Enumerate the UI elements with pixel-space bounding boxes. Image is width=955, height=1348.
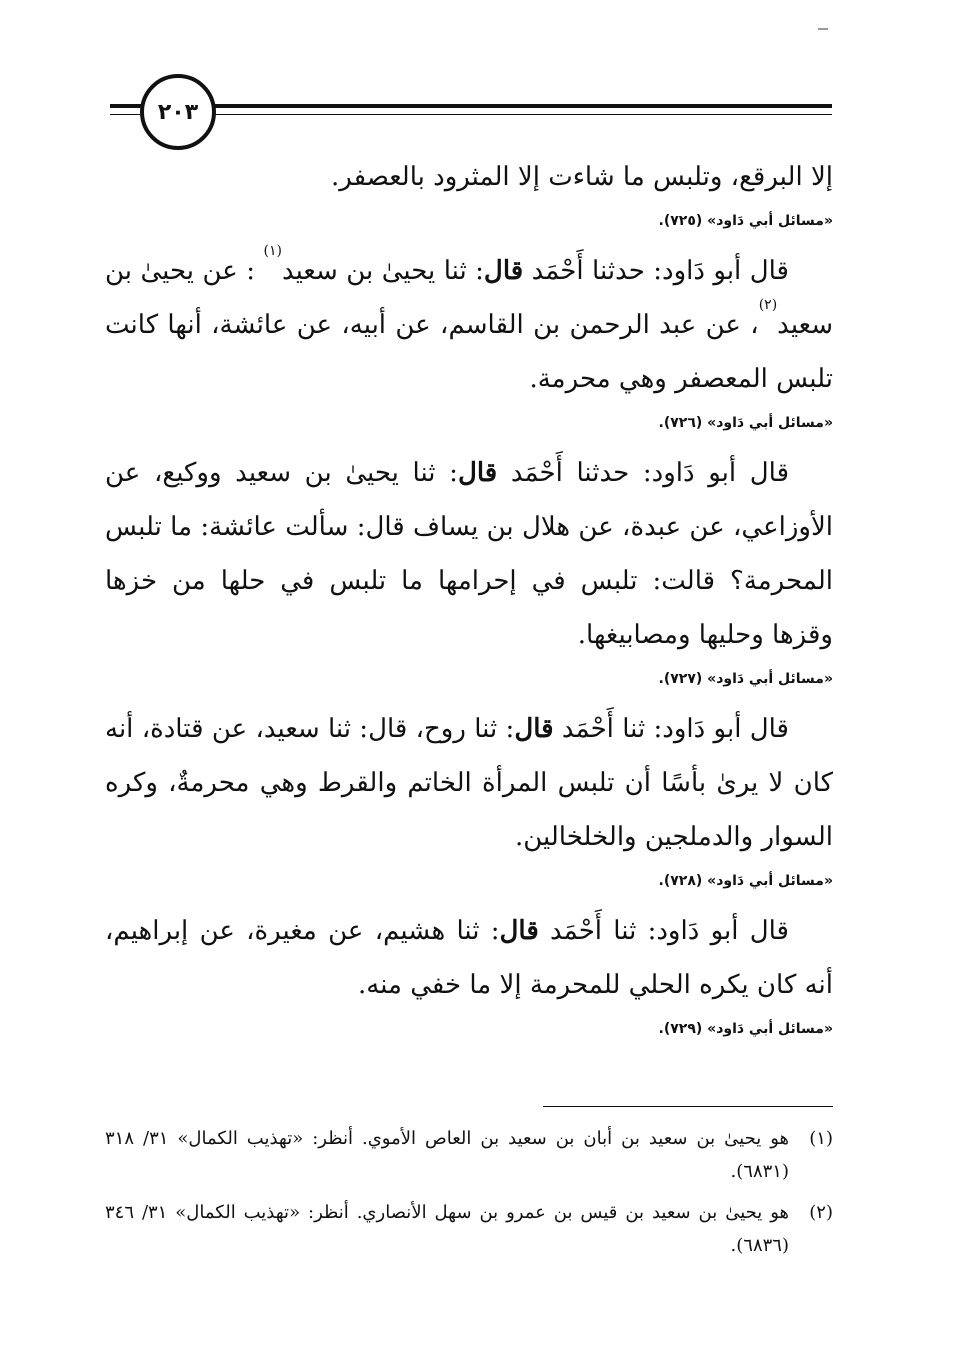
paragraph-text: ، عن عبد الرحمن بن القاسم، عن أبيه، عن عائشة، أنها كانت تلبس المعصفر وهي محرمة. [105, 310, 833, 394]
footnote-divider [543, 1106, 833, 1107]
paragraph [105, 244, 833, 406]
page-number: ٢٠٣ [157, 99, 199, 125]
main-text [105, 150, 833, 1052]
paragraph-text: : ثنا يحيىٰ بن سعيد [281, 256, 484, 286]
paragraph-text: : عن يحيىٰ بن سعيد [105, 256, 833, 340]
paragraph-text: إلا البرقع، وتلبس ما شاءت إلا المثرود بالعصفر. [330, 162, 833, 192]
page-number-badge [140, 74, 216, 150]
source-citation: «مسائل أبي دَاود» (٧٢٦). [658, 415, 833, 431]
source-citation: «مسائل أبي دَاود» (٧٢٥). [658, 213, 833, 229]
source-citation: «مسائل أبي دَاود» (٧٢٨). [658, 873, 833, 889]
source-citation: «مسائل أبي دَاود» (٧٢٧). [658, 671, 833, 687]
header-rule [110, 104, 832, 108]
bold-keyword: قال [483, 256, 524, 286]
header-rule-thin [110, 114, 832, 115]
paragraph-text: قال أبو دَاود: ثنا أَحْمَد [553, 714, 789, 744]
footnote-number: (٢) [809, 1202, 833, 1223]
paragraph-text: : ثنا يحيىٰ بن سعيد ووكيع، عن الأوزاعي، عن عبدة، عن هلال بن يساف قال: سألت عائشة: ما تلبس المحرمة؟ قالت: تلبس في إحرامها ما تلبس في حلها من خزها وقزها وحليها ومصابيغها. [105, 458, 833, 650]
footnote-text: هو يحيىٰ بن سعيد بن أبان بن سعيد بن العاص الأموي. أنظر: «تهذيب الكمال» ٣١/ ٣١٨ (٦٨٣١). [105, 1128, 790, 1182]
footnote [105, 1196, 833, 1262]
paragraph [105, 702, 833, 864]
paragraph [105, 904, 833, 1012]
paragraph [105, 150, 833, 204]
footnote-ref[interactable]: (١) [263, 243, 282, 259]
paragraph-text: قال أبو دَاود: حدثنا أَحْمَد [497, 458, 789, 488]
footnote-number: (١) [809, 1128, 833, 1149]
bold-keyword: قال [499, 916, 539, 946]
footnotes [105, 1122, 833, 1270]
paragraph-text: قال أبو دَاود: ثنا أَحْمَد [538, 916, 789, 946]
footnote-ref[interactable]: (٢) [758, 297, 778, 313]
bold-keyword: قال [457, 458, 498, 488]
corner-mark [818, 28, 828, 30]
paragraph-text: قال أبو دَاود: حدثنا أَحْمَد [523, 256, 789, 286]
paragraph-text: : ثنا هشيم، عن مغيرة، عن إبراهيم، أنه كان يكره الحلي للمحرمة إلا ما خفي منه. [105, 916, 833, 1000]
paragraph-text: : ثنا روح، قال: ثنا سعيد، عن قتادة، أنه كان لا يرىٰ بأسًا أن تلبس المرأة الخاتم والقرط وهي محرمةٌ، وكره السوار والدملجين والخلخالين. [105, 714, 833, 852]
bold-keyword: قال [514, 714, 554, 744]
source-citation: «مسائل أبي دَاود» (٧٢٩). [658, 1021, 833, 1037]
footnote-text: هو يحيىٰ بن سعيد بن قيس بن عمرو بن سهل الأنصاري. أنظر: «تهذيب الكمال» ٣١/ ٣٤٦ (٦٨٣٦). [105, 1202, 789, 1256]
footnote [105, 1122, 833, 1188]
paragraph [105, 446, 833, 662]
